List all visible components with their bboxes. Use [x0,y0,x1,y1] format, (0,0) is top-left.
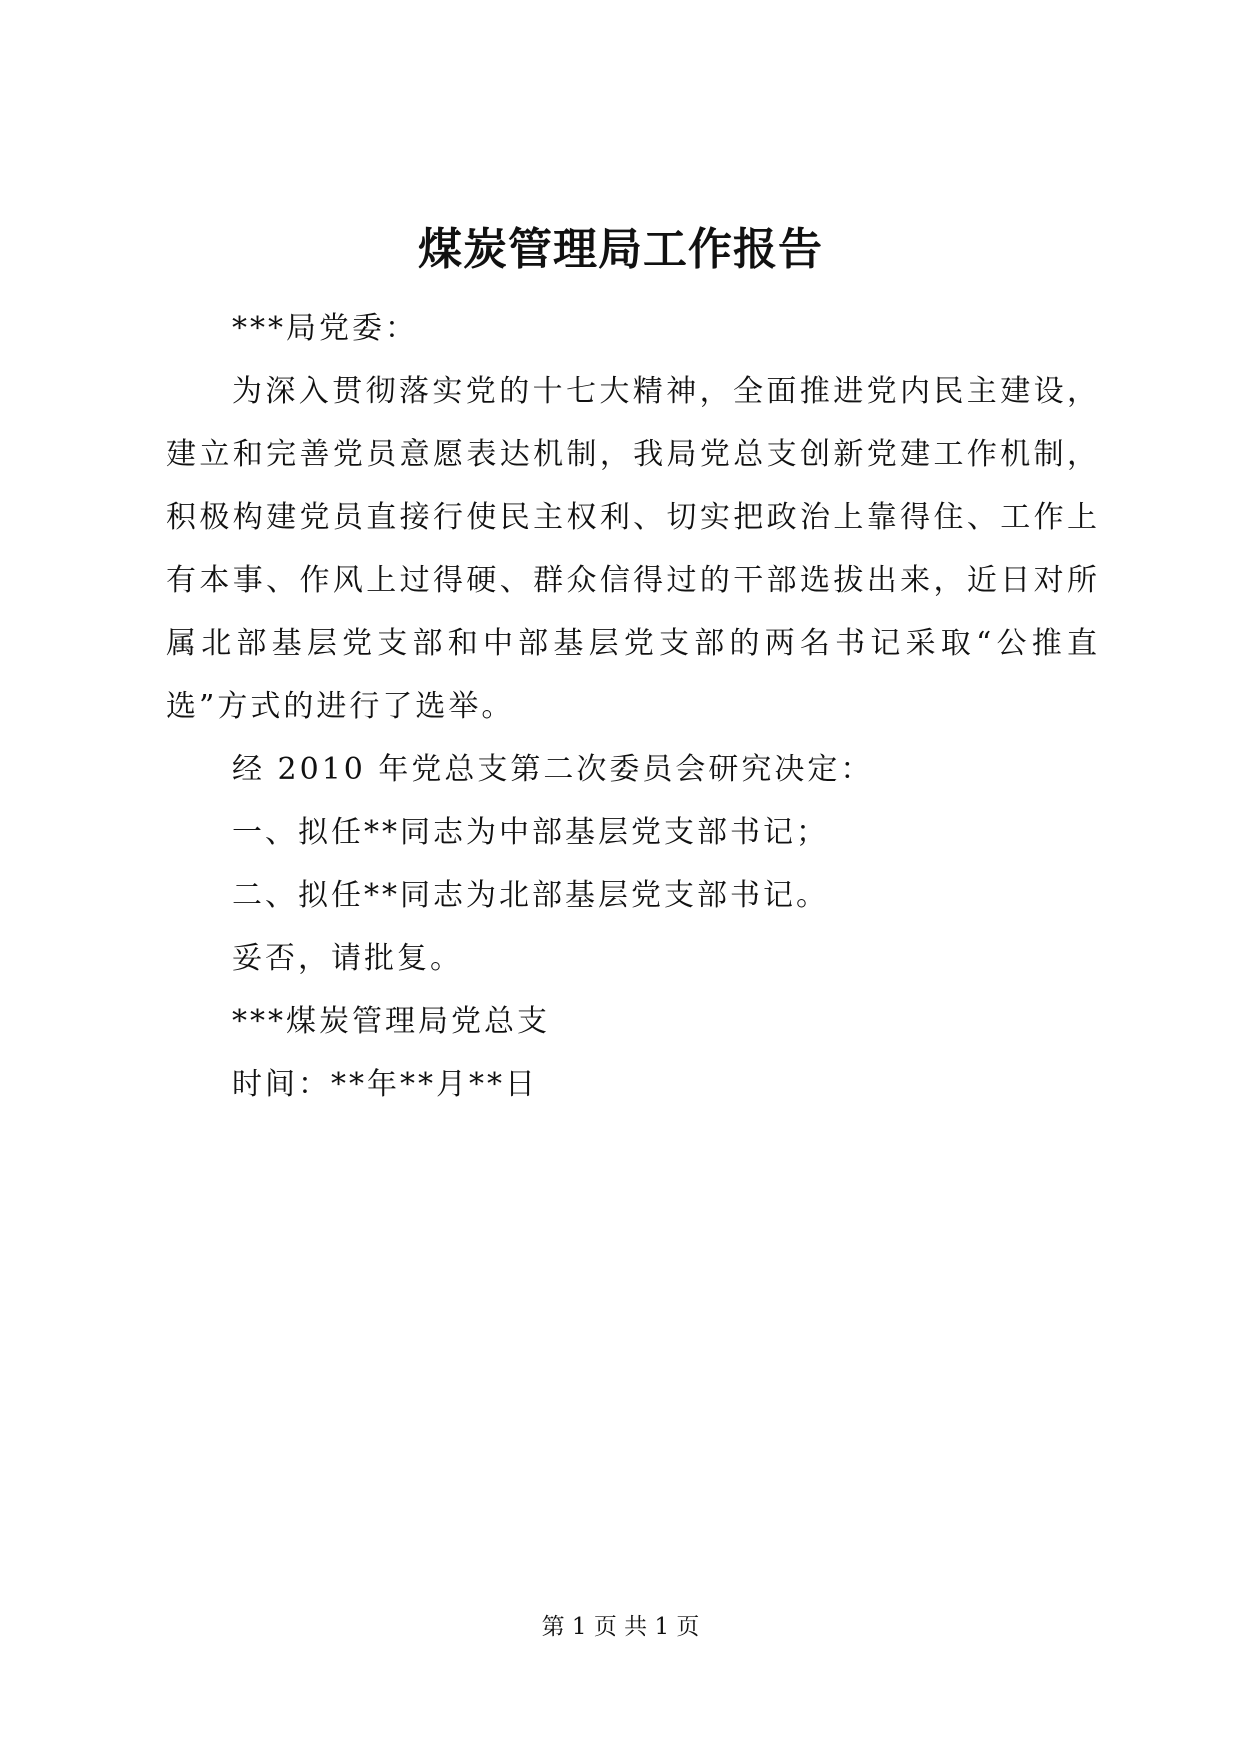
paragraph-request: 妥否，请批复。 [232,941,463,976]
paragraph-main: 为深入贯彻落实党的十七大精神，全面推进党内民主建设，建立和完善党员意愿表达机制，我局党总支创新党建工作机制，积极构建党员直接行使民主权利、切实把政治上靠得住、工作上有本事、作风上过得硬、群众信得过的干部选拔出来，近日对所属北部基层党支部和中部基层党支部的两名书记采取“公推直选”方式的进行了选举。 [166,374,1100,724]
date-line: 时间：**年**月**日 [232,1067,538,1102]
document-title: 煤炭管理局工作报告 [418,224,823,275]
document-body [166,297,1100,1116]
signature: ***煤炭管理局党总支 [232,1004,550,1039]
paragraph-item-2: 二、拟任**同志为北部基层党支部书记。 [232,878,829,913]
paragraph-item-1: 一、拟任**同志为中部基层党支部书记； [232,815,829,850]
paragraph-decision-intro: 经 2010 年党总支第二次委员会研究决定： [232,752,874,787]
salutation: ***局党委： [232,311,418,346]
page-footer: 第 1 页 共 1 页 [541,1614,700,1640]
